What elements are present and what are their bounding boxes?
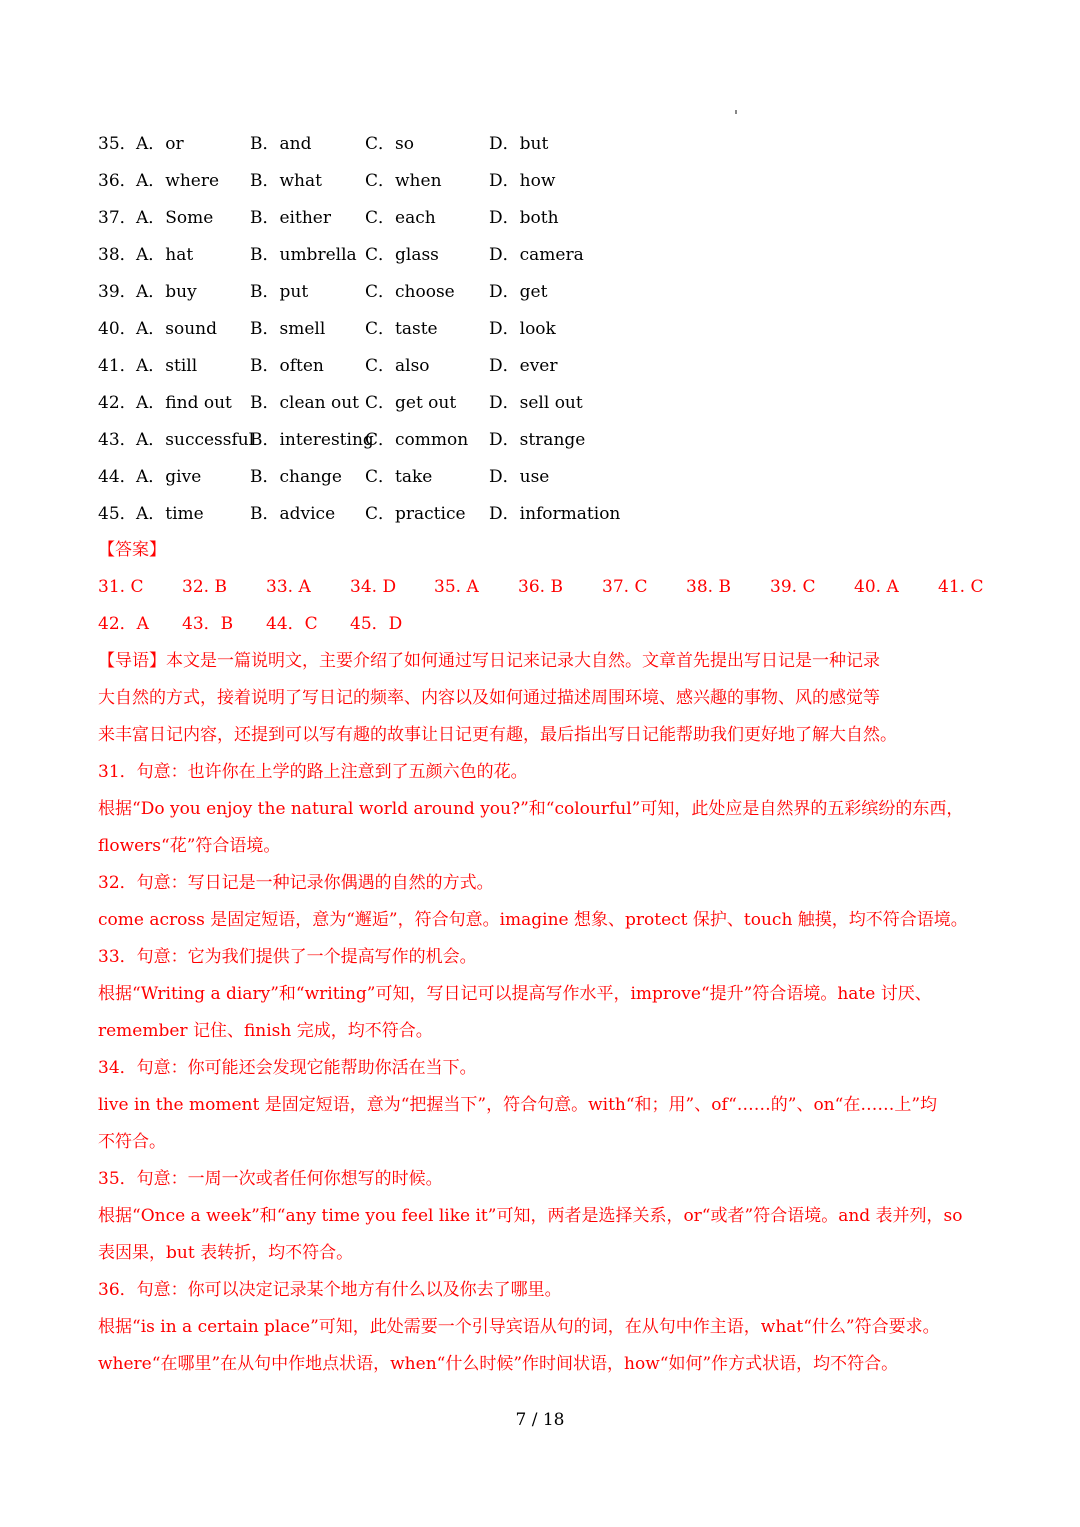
explanation-line: flowers“花”符合语境。 — [98, 836, 281, 856]
answer-section — [98, 532, 998, 643]
option-c: C．glass — [365, 245, 439, 265]
option-c: C．when — [365, 171, 442, 191]
option-d: D．get — [489, 282, 548, 302]
answer-item: 32. B — [182, 577, 227, 597]
sentence-meaning: 33．句意：它为我们提供了一个提高写作的机会。 — [98, 947, 477, 967]
option-row — [98, 163, 698, 200]
explanation-line: 根据“Writing a diary”和“writing”可知，写日记可以提高写作水平，improve“提升”符合语境。hate 讨厌、 — [98, 984, 932, 1004]
option-a: A．where — [136, 171, 220, 191]
option-d: D．strange — [489, 430, 586, 450]
option-row — [98, 126, 698, 163]
answer-item: 33. A — [266, 577, 311, 597]
answer-row-2 — [98, 606, 998, 643]
explanation-line: 根据“Do you enjoy the natural world around you?”和“colourful”可知，此处应是自然界的五彩缤纷的东西， — [98, 799, 964, 819]
explanation-line: 不符合。 — [98, 1132, 166, 1152]
explanation-line: live in the moment 是固定短语，意为“把握当下”，符合句意。with“和；用”、of“……的”、on“在……上”均 — [98, 1095, 938, 1115]
option-d: D．information — [489, 504, 621, 524]
option-a: A．time — [136, 504, 204, 524]
explanation-line: come across 是固定短语，意为“邂逅”，符合句意。imagine 想象、protect 保护、touch 触摸，均不符合语境。 — [98, 910, 968, 930]
option-row — [98, 459, 698, 496]
explanation-line: remember 记住、finish 完成，均不符合。 — [98, 1021, 433, 1041]
explanation-line: 根据“Once a week”和“any time you feel like it”可知，两者是选择关系，or“或者”符合语境。and 表并列，so — [98, 1206, 963, 1226]
answer-item: 38. B — [686, 577, 731, 597]
option-row — [98, 422, 698, 459]
explanation-line: 根据“is in a certain place”可知，此处需要一个引导宾语从句的词，在从句中作主语，what“什么”符合要求。 — [98, 1317, 940, 1337]
option-list — [98, 126, 698, 533]
option-d: D．but — [489, 134, 549, 154]
option-a: A．still — [136, 356, 198, 376]
option-d: D．sell out — [489, 393, 583, 413]
answer-item: 45．D — [350, 614, 403, 634]
answer-row-1 — [98, 569, 998, 606]
option-d: D．both — [489, 208, 559, 228]
option-c: C．so — [365, 134, 414, 154]
option-b: B．and — [250, 134, 312, 154]
option-b: B．change — [250, 467, 342, 487]
option-a: A．find out — [136, 393, 232, 413]
sentence-meaning: 32．句意：写日记是一种记录你偶遇的自然的方式。 — [98, 873, 494, 893]
answer-heading: 【答案】 — [98, 540, 166, 560]
option-a: A．or — [136, 134, 184, 154]
option-c: C．practice — [365, 504, 466, 524]
option-b: B．umbrella — [250, 245, 357, 265]
question-number: 35． — [98, 134, 137, 154]
question-number: 41． — [98, 356, 137, 376]
option-row — [98, 274, 698, 311]
option-c: C．take — [365, 467, 433, 487]
option-d: D．use — [489, 467, 550, 487]
answer-item: 43．B — [182, 614, 234, 634]
option-row — [98, 237, 698, 274]
option-a: A．give — [136, 467, 202, 487]
option-c: C．each — [365, 208, 436, 228]
explanation-line: where“在哪里”在从句中作地点状语，when“什么时候”作时间状语，how“如何”作方式状语，均不符合。 — [98, 1354, 899, 1374]
question-number: 37． — [98, 208, 137, 228]
option-c: C．taste — [365, 319, 438, 339]
option-b: B．often — [250, 356, 324, 376]
option-c: C．also — [365, 356, 430, 376]
answer-item: 40. A — [854, 577, 899, 597]
sentence-meaning: 35．句意：一周一次或者任何你想写的时候。 — [98, 1169, 443, 1189]
answer-item: 44．C — [266, 614, 318, 634]
option-a: A．Some — [136, 208, 214, 228]
option-a: A．buy — [136, 282, 197, 302]
option-d: D．camera — [489, 245, 584, 265]
question-number: 45． — [98, 504, 137, 524]
sentence-meaning: 34．句意：你可能还会发现它能帮助你活在当下。 — [98, 1058, 477, 1078]
option-d: D．how — [489, 171, 556, 191]
question-number: 36． — [98, 171, 137, 191]
explanation-line: 表因果，but 表转折，均不符合。 — [98, 1243, 354, 1263]
answer-item: 42．A — [98, 614, 149, 634]
option-row — [98, 348, 698, 385]
option-b: B．put — [250, 282, 309, 302]
sentence-meaning: 36．句意：你可以决定记录某个地方有什么以及你去了哪里。 — [98, 1280, 562, 1300]
option-a: A．sound — [136, 319, 218, 339]
option-a: A．successful — [136, 430, 255, 450]
option-row — [98, 311, 698, 348]
question-number: 43． — [98, 430, 137, 450]
option-c: C．common — [365, 430, 469, 450]
option-b: B．either — [250, 208, 331, 228]
option-c: C．choose — [365, 282, 455, 302]
option-row — [98, 200, 698, 237]
scan-mark — [735, 110, 737, 114]
answer-item: 39. C — [770, 577, 816, 597]
option-b: B．interesting — [250, 430, 374, 450]
option-b: B．clean out — [250, 393, 360, 413]
option-b: B．what — [250, 171, 322, 191]
answer-item: 37. C — [602, 577, 648, 597]
question-number: 40． — [98, 319, 137, 339]
guide-line: 来丰富日记内容，还提到可以写有趣的故事让日记更有趣，最后指出写日记能帮助我们更好地了解大自然。 — [98, 725, 897, 745]
question-number: 44． — [98, 467, 137, 487]
option-b: B．advice — [250, 504, 336, 524]
sentence-meaning: 31．句意：也许你在上学的路上注意到了五颜六色的花。 — [98, 762, 528, 782]
answer-item: 36. B — [518, 577, 563, 597]
guide-line: 大自然的方式，接着说明了写日记的频率、内容以及如何通过描述周围环境、感兴趣的事物、风的感觉等 — [98, 688, 880, 708]
page-number: 7 / 18 — [515, 1410, 565, 1430]
option-row — [98, 385, 698, 422]
answer-item: 35. A — [434, 577, 479, 597]
option-a: A．hat — [136, 245, 194, 265]
option-c: C．get out — [365, 393, 457, 413]
option-d: D．ever — [489, 356, 558, 376]
question-number: 38． — [98, 245, 137, 265]
option-b: B．smell — [250, 319, 326, 339]
question-number: 42． — [98, 393, 137, 413]
answer-item: 34. D — [350, 577, 397, 597]
question-number: 39． — [98, 282, 137, 302]
guide-line: 【导语】本文是一篇说明文，主要介绍了如何通过写日记来记录大自然。文章首先提出写日记是一种记录 — [98, 651, 880, 671]
analysis-section — [98, 643, 998, 1383]
option-row — [98, 496, 698, 533]
answer-item: 41. C — [938, 577, 984, 597]
answer-item: 31. C — [98, 577, 144, 597]
option-d: D．look — [489, 319, 556, 339]
